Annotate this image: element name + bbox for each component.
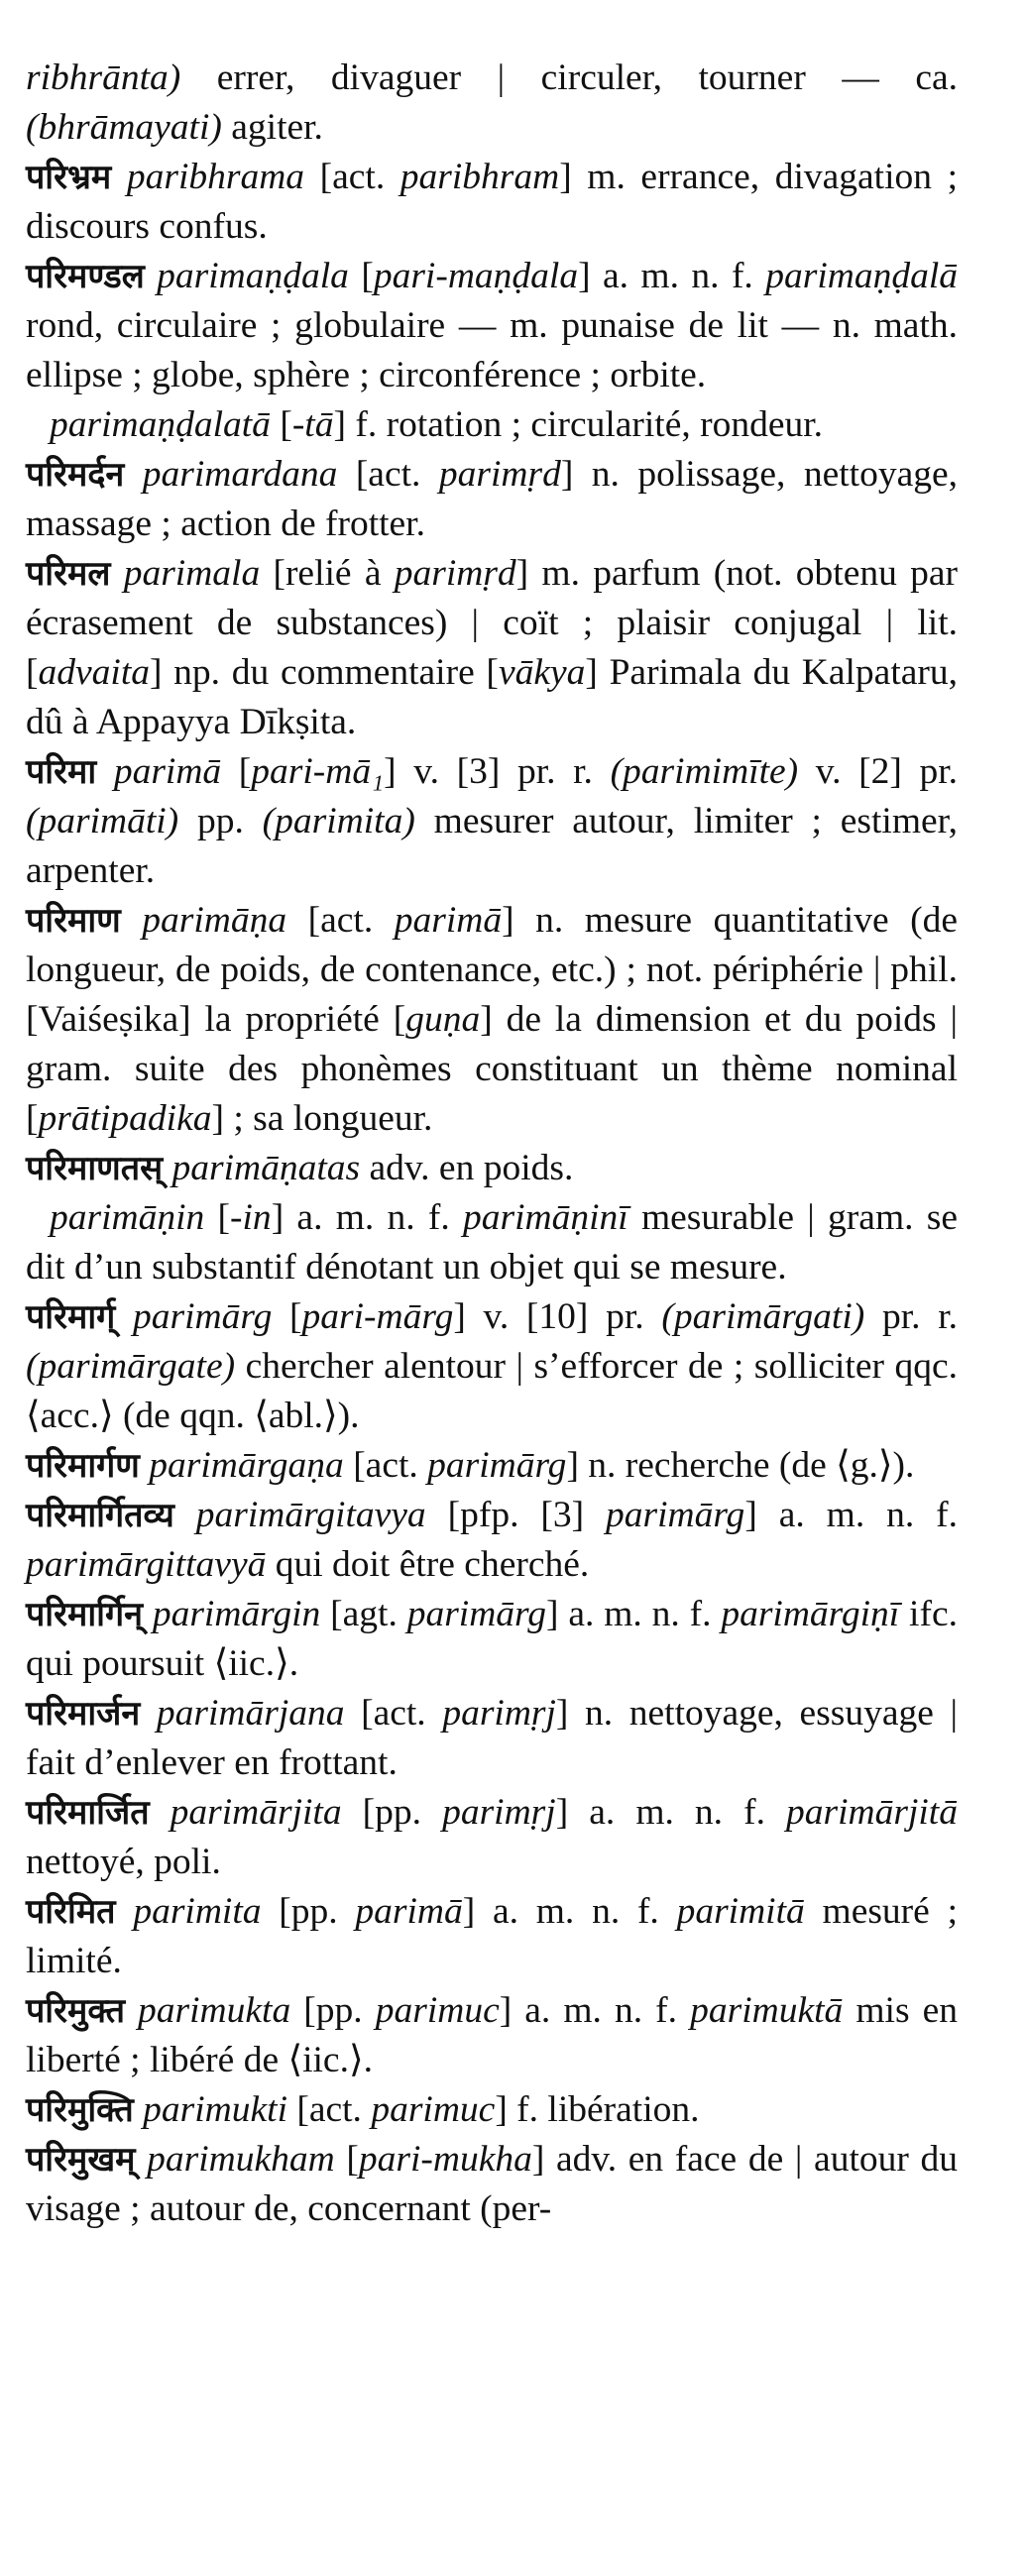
italic-text: parimārjitā <box>786 1792 958 1833</box>
roman-text <box>96 751 114 792</box>
roman-text: [ <box>221 751 252 792</box>
devanagari-headword: परिमुखम् <box>26 2140 136 2180</box>
dictionary-entry-parimandala <box>26 252 958 400</box>
roman-text: ] n. polissage, nettoyage, massage ; action de frotter. <box>26 454 959 544</box>
italic-text: paribhrama <box>126 157 305 197</box>
roman-text <box>140 1693 157 1734</box>
italic-text: parimṛd <box>394 553 516 594</box>
italic-text: pari-mārg <box>301 1296 454 1337</box>
roman-text <box>143 1594 153 1634</box>
italic-text: parimuc <box>375 1990 500 2031</box>
roman-text <box>115 1296 133 1337</box>
roman-text: ] de la dimension et du poids | gram. suite des phonèmes constituant un thème nominal [ <box>26 999 958 1139</box>
roman-text: [pp. <box>290 1990 376 2031</box>
italic-text: parimā <box>113 751 222 792</box>
dictionary-entry-paribhrama <box>26 153 958 252</box>
roman-text: v. [2] pr. <box>798 751 958 792</box>
italic-text: parimuc <box>371 2089 496 2130</box>
italic-text: parimāṇatas <box>171 1148 361 1188</box>
roman-text: ] m. errance, divagation ; discours confus. <box>26 157 958 247</box>
roman-text: [act. <box>337 454 439 495</box>
italic-text: parimāṇa <box>142 900 287 941</box>
italic-text: parimārgittavyā <box>26 1544 267 1585</box>
roman-text <box>136 2139 148 2180</box>
roman-text: ] a. m. n. f. <box>546 1594 722 1634</box>
roman-text: ] a. m. n. f. <box>578 256 766 296</box>
roman-text: ] f. libération. <box>495 2089 700 2130</box>
roman-text <box>110 553 123 594</box>
devanagari-headword: परिमार्ग् <box>26 1297 116 1337</box>
dictionary-page <box>26 54 958 2234</box>
italic-text: pari-mukha <box>358 2139 532 2180</box>
dictionary-entry-parimardana <box>26 450 958 549</box>
roman-text: ] a. m. n. f. <box>462 1891 677 1932</box>
italic-text: (parimāti) <box>26 801 179 841</box>
dictionary-entry-parimargitavya <box>26 1491 958 1590</box>
italic-text: parimārgiṇī <box>721 1594 900 1634</box>
roman-text: [act. <box>286 900 395 941</box>
italic-text: parimā <box>355 1891 463 1932</box>
roman-text: [agt. <box>320 1594 407 1634</box>
italic-text: parimitā <box>676 1891 805 1932</box>
roman-text: mesurable | gram. se dit d’un substantif dénotant un objet qui se mesure. <box>26 1197 958 1288</box>
italic-text: advaita <box>38 652 150 693</box>
roman-text: ] v. [10] pr. <box>453 1296 662 1337</box>
italic-text: parimardana <box>142 454 338 495</box>
roman-text: agiter. <box>221 107 323 148</box>
devanagari-headword: परिमुक्ति <box>26 2090 134 2130</box>
italic-text: vākya <box>498 652 586 693</box>
roman-text <box>145 256 157 296</box>
italic-text: (parimārgate) <box>26 1346 236 1387</box>
devanagari-headword: परिभ्रम <box>26 158 112 197</box>
roman-text: ifc. qui poursuit ⟨iic.⟩. <box>26 1594 958 1684</box>
italic-text: -in <box>230 1197 272 1238</box>
roman-text <box>111 157 127 197</box>
italic-text: parimāṇinī <box>463 1197 628 1238</box>
devanagari-headword: परिमार्जन <box>26 1694 141 1734</box>
roman-text: adv. en poids. <box>360 1148 574 1188</box>
dictionary-entry-parima <box>26 747 958 896</box>
italic-text: -tā <box>291 404 334 445</box>
dictionary-entry-parimanin <box>26 1193 958 1292</box>
italic-text: parimārg <box>427 1445 567 1486</box>
italic-text: parimukham <box>147 2139 335 2180</box>
italic-text: ribhrānta) <box>26 57 181 98</box>
roman-text: [ <box>204 1197 231 1238</box>
devanagari-headword: परिमार्गण <box>26 1446 140 1486</box>
italic-text: parimārg <box>133 1296 273 1337</box>
roman-text <box>150 1792 171 1833</box>
roman-text: [relié à <box>260 553 395 594</box>
dictionary-entry-parimarjana <box>26 1689 958 1788</box>
italic-text: guṇa <box>405 999 481 1040</box>
devanagari-headword: परिमण्डल <box>26 257 145 296</box>
roman-text <box>134 2089 143 2130</box>
roman-text: chercher alentour | s’efforcer de ; solliciter qqc. ⟨acc.⟩ (de qqn. ⟨abl.⟩). <box>26 1346 958 1436</box>
roman-text: [act. <box>344 1693 443 1734</box>
roman-text: qui doit être cherché. <box>266 1544 590 1585</box>
italic-text: parimṛd <box>438 454 561 495</box>
roman-text: [pp. <box>261 1891 356 1932</box>
roman-text: [ <box>270 404 292 445</box>
italic-text: parimārgaṇa <box>149 1445 344 1486</box>
devanagari-headword: परिमाणतस् <box>26 1149 164 1188</box>
roman-text <box>140 1445 149 1486</box>
roman-text: ] n. recherche (de ⟨g.⟩). <box>566 1445 915 1486</box>
italic-text: parimārjita <box>170 1792 342 1833</box>
italic-text: parimṛj <box>442 1693 556 1734</box>
italic-text: prātipadika <box>38 1098 212 1139</box>
roman-text: ] n. mesure quantitative (de longueur, de poids, de contenance, etc.) ; not. périphérie | phil. [Vaiśeṣika] la propriété [ <box>26 900 959 1040</box>
dictionary-entry-parimandalata <box>26 400 958 450</box>
italic-text: parimārg <box>406 1594 546 1634</box>
italic-text: parimārjana <box>156 1693 345 1734</box>
italic-text: parimukta <box>138 1990 291 2031</box>
dictionary-entry-parimargin <box>26 1590 958 1689</box>
roman-text: [act. <box>286 2089 372 2130</box>
devanagari-headword: परिमार्गिन् <box>26 1595 143 1634</box>
roman-text: ] a. m. n. f. <box>271 1197 463 1238</box>
italic-text: parimala <box>123 553 261 594</box>
devanagari-headword: परिमुक्त <box>26 1991 125 2031</box>
italic-text: parimārgitavya <box>195 1495 426 1535</box>
italic-text: parimā <box>394 900 503 941</box>
roman-text: pr. r. <box>864 1296 958 1337</box>
roman-text: [ <box>334 2139 359 2180</box>
dictionary-entry-parimukham <box>26 2135 958 2234</box>
roman-text <box>116 1891 134 1932</box>
italic-text: parimāṇin <box>50 1197 205 1238</box>
roman-text: ] n. nettoyage, essuyage | fait d’enlever en frottant. <box>26 1693 959 1783</box>
dictionary-entry-parimala <box>26 549 958 747</box>
dictionary-entry-parimukti <box>26 2085 958 2135</box>
roman-text <box>174 1495 196 1535</box>
devanagari-headword: परिमर्दन <box>26 455 125 495</box>
devanagari-headword: परिमित <box>26 1892 116 1932</box>
roman-text: ] a. m. n. f. <box>744 1495 959 1535</box>
roman-text: mesuré ; limité. <box>26 1891 958 1981</box>
italic-text: parimuktā <box>690 1990 844 2031</box>
roman-text: rond, circulaire ; globulaire — m. punaise de lit — n. math. ellipse ; globe, sphère ; circonférence ; orbite. <box>26 305 958 395</box>
italic-text: parimārg <box>606 1495 745 1535</box>
roman-text: ] np. du commentaire [ <box>149 652 499 693</box>
roman-text: ] v. [3] pr. r. <box>384 751 611 792</box>
roman-text <box>121 900 143 941</box>
devanagari-headword: परिमल <box>26 554 111 594</box>
italic-text: pari-maṇḍala <box>373 256 579 296</box>
roman-text <box>125 1990 138 2031</box>
roman-text: ] Parimala du Kalpataru, dû à Appayya Dīkṣita. <box>26 652 958 742</box>
devanagari-headword: परिमार्गितव्य <box>26 1496 174 1535</box>
devanagari-headword: परिमा <box>26 752 97 792</box>
dictionary-entry-parimita <box>26 1887 958 1986</box>
italic-text: (parimita) <box>262 801 415 841</box>
roman-text: nettoyé, poli. <box>26 1842 221 1882</box>
italic-text: parimaṇḍala <box>157 256 349 296</box>
dictionary-entry-parimargana <box>26 1441 958 1491</box>
italic-text: parimita <box>133 1891 262 1932</box>
roman-text: [pp. <box>341 1792 443 1833</box>
roman-text: mesurer autour, limiter ; estimer, arpenter. <box>26 801 958 891</box>
roman-text: ] a. m. n. f. <box>555 1792 787 1833</box>
dictionary-entry-parimana <box>26 896 958 1144</box>
italic-text: (parimārgati) <box>661 1296 865 1337</box>
italic-text: parimārgin <box>152 1594 321 1634</box>
italic-text: parimukti <box>143 2089 287 2130</box>
italic-text: pari-mā₁ <box>251 751 385 792</box>
italic-text: parimaṇḍalā <box>765 256 958 296</box>
roman-text: ] ; sa longueur. <box>211 1098 433 1139</box>
dictionary-entry-parimarjita <box>26 1788 958 1887</box>
dictionary-entry-continuation <box>26 54 958 153</box>
roman-text: mis en liberté ; libéré de ⟨iic.⟩. <box>26 1990 959 2080</box>
roman-text: [ <box>348 256 374 296</box>
roman-text: ] m. parfum (not. obtenu par écrasement de substances) | coït ; plaisir conjugal | lit. [ <box>26 553 959 693</box>
italic-text: parimṛj <box>442 1792 556 1833</box>
roman-text <box>124 454 143 495</box>
roman-text: [ <box>272 1296 302 1337</box>
roman-text: ] a. m. n. f. <box>499 1990 691 2031</box>
roman-text: pp. <box>178 801 263 841</box>
roman-text: ] adv. en face de | autour du visage ; autour de, concernant (per- <box>26 2139 958 2229</box>
italic-text: parimaṇḍalatā <box>50 404 271 445</box>
roman-text: [act. <box>304 157 400 197</box>
roman-text: [act. <box>343 1445 428 1486</box>
italic-text: paribhram <box>399 157 560 197</box>
dictionary-entry-parimanatas <box>26 1144 958 1193</box>
dictionary-entry-parimukta <box>26 1986 958 2085</box>
roman-text: ] f. rotation ; circularité, rondeur. <box>333 404 824 445</box>
italic-text: (bhrāmayati) <box>26 107 222 148</box>
roman-text: [pfp. [3] <box>425 1495 607 1535</box>
italic-text: (parimimīte) <box>610 751 799 792</box>
dictionary-entry-parimarg <box>26 1292 958 1441</box>
devanagari-headword: परिमार्जित <box>26 1793 150 1833</box>
devanagari-headword: परिमाण <box>26 901 121 941</box>
roman-text: errer, divaguer | circuler, tourner — ca. <box>180 57 958 98</box>
